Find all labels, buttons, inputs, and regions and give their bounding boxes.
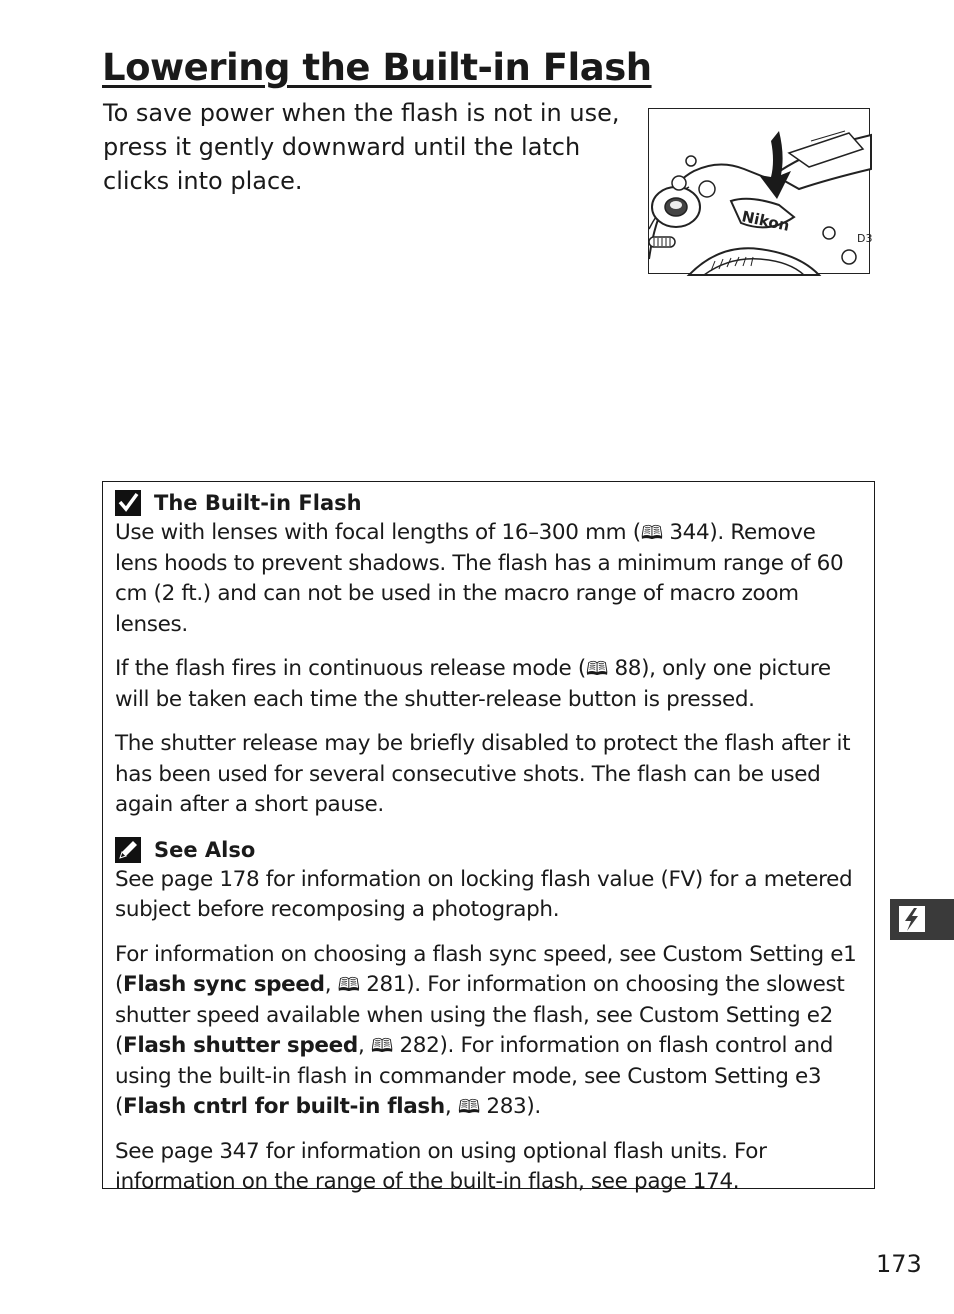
- see-also-heading-text: See Also: [154, 837, 256, 862]
- book-icon: 🕮: [457, 1096, 480, 1118]
- notes-box: [102, 481, 875, 1194]
- page-number: 173: [876, 1250, 922, 1278]
- see-also-paragraph-1: See page 178 for information on locking flash value (FV) for a metered subject before recomposing a photograph.: [115, 866, 853, 922]
- model-badge-text: D3: [857, 232, 873, 245]
- page-title: Lowering the Built-in Flash: [102, 46, 652, 89]
- nikon-logo-text: Nikon: [740, 207, 792, 235]
- see-also-paragraph-3: See page 347 for information on using optional flash units. For information on the range of the built-in flash, see page 174.: [115, 1138, 767, 1194]
- camera-illustration: [648, 108, 873, 274]
- flash-bolt-icon: [890, 899, 954, 940]
- caution-paragraph-1: Use with lenses with focal lengths of 16–300 mm (🕮 344). Remove lens hoods to prevent shadows. The flash has a minimum range of 60 cm (2 ft.) and can not be used in the macro range of macro zoom lenses.: [115, 520, 844, 637]
- caution-paragraph-2: If the flash fires in continuous release mode (🕮 88), only one picture will be taken each time the shutter-release button is pressed.: [115, 656, 831, 712]
- camera-flash-drawing: [649, 109, 871, 275]
- intro-text: To save power when the flash is not in use, press it gently downward until the latch clicks into place.: [103, 99, 620, 195]
- caution-heading: [115, 488, 862, 518]
- see-also-heading: [115, 835, 862, 865]
- see-also-paragraph-2: For information on choosing a flash sync speed, see Custom Setting e1 (Flash sync speed, 🕮 281). For information on choosing the slowest shutter speed available when using the flash, see Custom Setting e2 (Flash shutter speed, 🕮 282). For information on flash control and using the built-in flash in commander mode, see Custom Setting e3 (Flash cntrl for built-in flash, 🕮 283).: [115, 941, 857, 1119]
- pencil-note-icon: [115, 837, 141, 863]
- book-icon: 🕮: [370, 1035, 393, 1057]
- book-icon: 🕮: [585, 658, 608, 680]
- chapter-tab[interactable]: [890, 899, 954, 940]
- check-mark-icon: [115, 490, 141, 516]
- caution-heading-text: The Built-in Flash: [154, 491, 362, 515]
- book-icon: 🕮: [640, 522, 663, 544]
- book-icon: 🕮: [337, 974, 360, 996]
- caution-paragraph-3: The shutter release may be briefly disabled to protect the flash after it has been used for several consecutive shots. The flash can be used again after a short pause.: [115, 731, 851, 817]
